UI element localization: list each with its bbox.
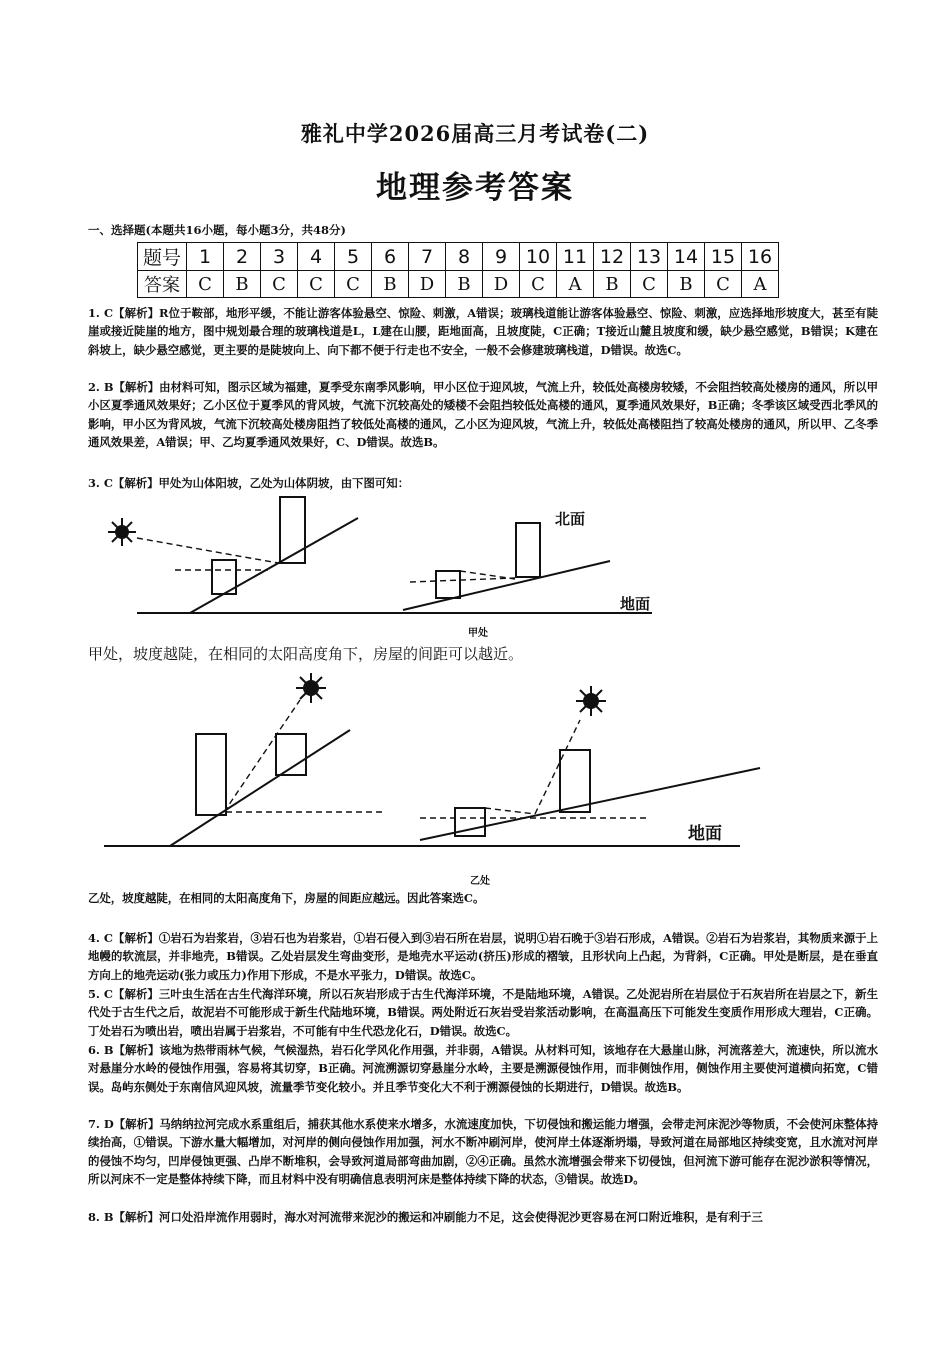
sun-ray-2 bbox=[460, 571, 515, 579]
answer-cell: A bbox=[557, 271, 594, 298]
question-number-cell: 6 bbox=[372, 243, 409, 271]
label-north-slope: 北面 bbox=[555, 510, 586, 528]
question-number-cell: 14 bbox=[668, 243, 705, 271]
question-number-cell: 5 bbox=[335, 243, 372, 271]
sun-icon bbox=[108, 518, 136, 546]
question-number-cell: 7 bbox=[409, 243, 446, 271]
answer-cell: C bbox=[631, 271, 668, 298]
answer-cell: C bbox=[705, 271, 742, 298]
sun-ray-5 bbox=[535, 720, 580, 814]
question-number-cell: 15 bbox=[705, 243, 742, 271]
question-number-cell: 13 bbox=[631, 243, 668, 271]
answer-q4: 4. C【解析】①岩石为岩浆岩，③岩石也为岩浆岩，①岩石侵入到③岩石所在岩层，说明①岩石晚于③岩石形成，A错误。②岩石为岩浆岩，其物质来源于上地幔的软流层，并非地壳，B错误。乙处岩层发生弯曲变形，是地壳水平运动(挤压)形成的褶皱，且形状向上凸起，为背斜，C正确。甲处是断层，是在垂直方向上的地壳运动(张力或压力)作用下形成，不是水平张力，D错误。故选C。 bbox=[88, 931, 878, 982]
section-heading: 一、选择题(本题共16小题，每小题3分，共48分) bbox=[88, 223, 346, 237]
question-number-cell: 8 bbox=[446, 243, 483, 271]
house-small-right bbox=[436, 571, 460, 598]
question-number-cell: 9 bbox=[483, 243, 520, 271]
answer-cell: B bbox=[668, 271, 705, 298]
house-tall-left bbox=[280, 497, 305, 563]
answer-q2: 2. B【解析】由材料可知，图示区域为福建，夏季受东南季风影响，甲小区位于迎风坡，气流上升，较低处高楼房较矮，不会阻挡较高处楼房的通风，所以甲小区夏季通风效果好；乙小区位于夏季风的背风坡，气流下沉较高处的矮楼不会阻挡较低处高楼的通风，夏季通风效果好，B正确；冬季该区域受西北季风的影响，甲小区为背风坡，气流下沉较高处楼房阻挡了较低处高楼的通风，乙小区为迎风坡，气流上升，较低处高楼阻挡了较高处楼房的通风，所以甲、乙冬季通风效果差，A错误；甲、乙均夏季通风效果好，C、D错误。故选B。 bbox=[88, 380, 878, 450]
shadow-line-2 bbox=[410, 578, 515, 582]
page-title: 地理参考答案 bbox=[376, 170, 574, 206]
gentle-slope-jia bbox=[403, 561, 610, 610]
answer-q6: 6. B【解析】该地为热带雨林气候，气候湿热，岩石化学风化作用强，并非弱，A错误。从材料可知，该地存在大悬崖山脉，河流落差大，流速快，所以流水对悬崖分水岭的侵蚀作用强，容易将其切穿，B正确。河流溯源切穿悬崖分水岭，主要是溯源侵蚀作用，而非侧蚀作用，侧蚀作用主要使河道横向拓宽，C错误。岛屿东侧处于东南信风迎风坡，流量季节变化较小。并且季节变化大不利于溯源侵蚀的长期进行，D错误。故选B。 bbox=[88, 1043, 878, 1094]
answer-cell: B bbox=[446, 271, 483, 298]
question-number-cell: 2 bbox=[224, 243, 261, 271]
answer-cell: C bbox=[520, 271, 557, 298]
answer-q3: 3. C【解析】甲处为山体阳坡，乙处为山体阴坡，由下图可知： bbox=[88, 476, 410, 490]
answer-cell: C bbox=[187, 271, 224, 298]
answer-q8: 8. B【解析】河口处沿岸流作用弱时，海水对河流带来泥沙的搬运和冲刷能力不足，这会使得泥沙更容易在河口附近堆积，是有利于三 bbox=[88, 1210, 763, 1224]
answer-cell: D bbox=[409, 271, 446, 298]
sun-ray-3 bbox=[224, 700, 300, 812]
sun-icon bbox=[296, 673, 326, 703]
house-tall-right bbox=[516, 523, 540, 577]
question-number-cell: 3 bbox=[261, 243, 298, 271]
answer-q5: 5. C【解析】三叶虫生活在古生代海洋环境，所以石灰岩形成于古生代海洋环境，不是陆地环境，A错误。乙处泥岩所在岩层位于石灰岩所在岩层之下，新生代处于古生代之后，故泥岩不可能形成于新生代陆地环境，B错误。两处附近石灰岩受岩浆活动影响，在高温高压下可能发生变质作用形成大理岩，C正确。丁处岩石为喷出岩，喷出岩属于岩浆岩，不可能有中生代恐龙化石，D错误。故选C。 bbox=[88, 987, 878, 1038]
sun-ray-4 bbox=[485, 808, 535, 814]
answer-cell: C bbox=[261, 271, 298, 298]
question-number-cell: 16 bbox=[742, 243, 779, 271]
label-ground-2: 地面 bbox=[688, 824, 722, 844]
sun-icon bbox=[576, 686, 606, 716]
question-number-cell: 11 bbox=[557, 243, 594, 271]
question-number-cell: 4 bbox=[298, 243, 335, 271]
answer-cell: C bbox=[298, 271, 335, 298]
jia-conclusion: 甲处，坡度越陡，在相同的太阳高度角下，房屋的间距可以越近。 bbox=[88, 645, 524, 663]
question-number-cell: 10 bbox=[520, 243, 557, 271]
answer-cell: B bbox=[594, 271, 631, 298]
caption-yi: 乙处 bbox=[470, 876, 490, 887]
answer-cell: D bbox=[483, 271, 520, 298]
question-number-cell: 12 bbox=[594, 243, 631, 271]
row-label-answer: 答案 bbox=[138, 271, 187, 298]
house-tall-yi-right bbox=[560, 750, 590, 812]
answer-cell: B bbox=[372, 271, 409, 298]
answer-q7: 7. D【解析】马纳纳拉河完成水系重组后，捕获其他水系使来水增多，水流速度加快，下切侵蚀和搬运能力增强，会带走河床泥沙等物质，不会使河床整体持续抬高，①错误。下游水量大幅增加，对河岸的侧向侵蚀作用加强，河水不断冲刷河岸，使河岸土体逐渐坍塌，导致河道在局部地区持续变宽，且水流对河岸的侵蚀不均匀，凹岸侵蚀更强、凸岸不断堆积，会导致河道局部弯曲加剧，②④正确。虽然水流增强会带来下切侵蚀，但河流下游可能存在泥沙淤积等情况，所以河床不一定是整体持续下降，而且材料中没有明确信息表明河床是整体持续下降的状态，③错误。故选D。 bbox=[88, 1117, 878, 1187]
exam-subtitle: 雅礼中学2026届高三月考试卷(二) bbox=[300, 121, 650, 146]
answer-cell: A bbox=[742, 271, 779, 298]
question-number-cell: 1 bbox=[187, 243, 224, 271]
steep-slope-jia bbox=[190, 518, 358, 613]
label-ground-1: 地面 bbox=[620, 595, 651, 613]
answer-q1: 1. C【解析】R位于鞍部，地形平缓，不能让游客体验悬空、惊险、刺激，A错误；玻璃栈道能让游客体验悬空、惊险、刺激，应选择地形坡度大，甚至有陡崖或接近陡崖的地方，图中规划最合理的玻璃栈道是L，L建在山腰，距地面高，且坡度陡，C正确；T接近山麓且坡度和缓，缺少悬空感觉，B错误；K建在斜坡上，缺少悬空感觉，更主要的是陡坡向上、向下都不便于行走也不安全，一般不会修建玻璃栈道，D错误。故选C。 bbox=[88, 306, 878, 357]
yi-conclusion: 乙处，坡度越陡，在相同的太阳高度角下，房屋的间距应越远。因此答案选C。 bbox=[88, 891, 485, 905]
caption-jia: 甲处 bbox=[468, 628, 488, 639]
house-tall-yi-left bbox=[196, 734, 226, 815]
diagram-yi bbox=[104, 700, 760, 846]
row-label-question: 题号 bbox=[138, 243, 187, 271]
answer-cell: B bbox=[224, 271, 261, 298]
answer-cell: C bbox=[335, 271, 372, 298]
sun-ray-1 bbox=[137, 538, 278, 563]
